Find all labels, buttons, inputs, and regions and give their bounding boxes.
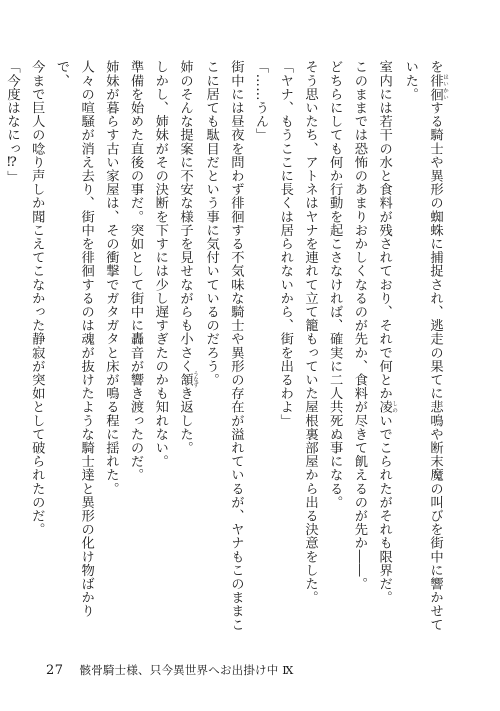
text-line bbox=[247, 60, 272, 638]
page-number: 27 bbox=[46, 663, 64, 678]
text-line bbox=[223, 60, 248, 638]
text-segment: 姉妹が暮らす古い家屋は、その衝撃でガタガタと床が鳴る程に揺れた。 bbox=[103, 60, 119, 496]
text-segment: 今まで巨人の唸り声しか聞こえてこなかった静寂が突如として破られたのだ。 bbox=[29, 60, 45, 536]
text-line bbox=[48, 60, 97, 638]
body-text bbox=[4, 60, 448, 638]
text-segment: そう思いたち、アトネはヤナを連れて立て籠もっていた屋根裏部屋から出る決意をした。 bbox=[302, 60, 318, 604]
text-segment: 「ヤナ、もうここに長くは居られないから、街を出るわよ」 bbox=[277, 60, 293, 428]
text-line bbox=[147, 60, 172, 638]
text-line bbox=[297, 60, 322, 638]
text-line bbox=[122, 60, 147, 638]
text-line bbox=[198, 60, 223, 638]
ruby-base: 徘徊 bbox=[427, 73, 443, 101]
text-segment: 「今度はなにっ⁉」 bbox=[4, 60, 20, 185]
ruby-base: 凌 bbox=[376, 400, 392, 414]
page-footer bbox=[46, 662, 294, 678]
ruby-reading: うなず bbox=[191, 371, 198, 388]
text-line bbox=[321, 60, 346, 638]
text-line bbox=[397, 60, 448, 638]
ruby-word bbox=[376, 400, 398, 414]
text-segment: を bbox=[427, 60, 443, 74]
text-line bbox=[172, 60, 198, 638]
text-segment: する騎士や異形の蜘蛛に捕捉され、逃走の果てに悲鳴や断末魔の叫びを街中に響かせていた。 bbox=[402, 60, 443, 632]
ruby-word bbox=[427, 73, 448, 101]
text-segment: 準備を始めた直後の事だ。突如として街中に轟音が響き渡ったのだ。 bbox=[128, 60, 144, 482]
text-line bbox=[272, 60, 297, 638]
text-line bbox=[371, 60, 397, 638]
text-line bbox=[0, 60, 24, 638]
ruby-word bbox=[177, 371, 198, 388]
ruby-reading: はいかい bbox=[442, 73, 448, 101]
text-segment: 室内には若干の水と食料が残されており、それで何とか bbox=[376, 60, 392, 400]
text-line bbox=[98, 60, 123, 638]
text-segment: こに居ても駄目だという事に気付いているのだろう。 bbox=[203, 60, 219, 387]
text-segment: 「……うん」 bbox=[253, 60, 269, 142]
ruby-reading: しの bbox=[391, 400, 398, 414]
text-segment: 人々の喧騒が消え去り、街中を徘徊するのは魂が抜けたような騎士達と異形の化け物ばかりで、 bbox=[53, 60, 94, 618]
text-segment: いでこられたがそれも限界だ。 bbox=[376, 413, 392, 605]
running-title: 骸骨騎士様、只今異世界へお出掛け中 Ⅸ bbox=[79, 663, 294, 677]
text-segment: 街中には昼夜を問わず徘徊する不気味な騎士や異形の存在が溢れているが、ヤナもこのままこ bbox=[228, 60, 244, 632]
text-line bbox=[24, 60, 49, 638]
text-segment: しかし、姉妹がその決断を下すには少し遅すぎたのかも知れない。 bbox=[152, 60, 168, 468]
text-segment: き返した。 bbox=[177, 386, 193, 455]
text-segment: 姉のそんな提案に不安な様子を見せながらも小さく bbox=[177, 60, 193, 373]
text-line bbox=[346, 60, 371, 638]
text-segment: どちらにしても何か行動を起こさなければ、確実に二人共死ぬ事になる。 bbox=[327, 60, 343, 509]
ruby-base: 頷 bbox=[177, 371, 193, 388]
text-segment: このままでは恐怖のあまりおかしくなるのが先か、食料が尽きて飢えるのが先か――。 bbox=[351, 60, 367, 591]
